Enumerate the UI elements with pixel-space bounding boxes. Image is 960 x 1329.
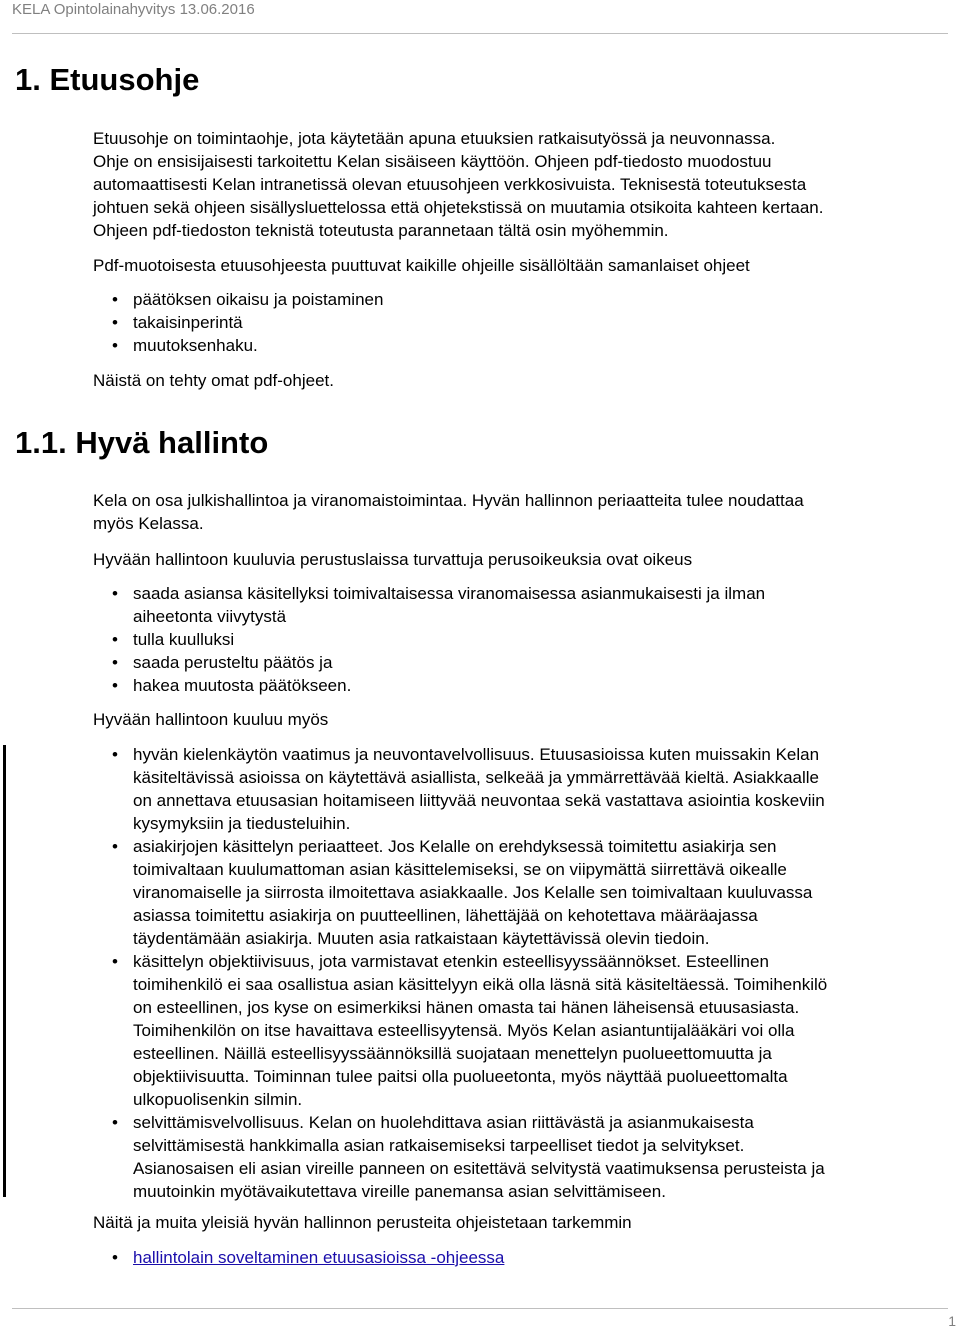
list-item-text: on annettava etuusasian hoitamiseen liittyvää neuvontaa sekä vastattava asiointia koskeviin bbox=[133, 791, 825, 810]
text-line: Kela on osa julkishallintoa ja viranomaistoimintaa. Hyvän hallinnon periaatteita tulee noudattaa bbox=[93, 491, 804, 510]
list-item-text: viranomaiselle ja siirrosta ilmoitettava asiakkaalle. Jos Kelalle sen toimivaltaan kuuluvassa bbox=[133, 883, 813, 902]
list-item-text: käsittelyn objektiivisuus, jota varmistavat etenkin esteellisyyssäännökset. Esteellinen bbox=[133, 952, 769, 971]
list-item-text: selvittämisvelvollisuus. Kelan on huolehdittava asian riittävästä ja asianmukaisesta bbox=[133, 1113, 754, 1132]
list-item-text: objektiivisuutta. Toiminnan tulee paitsi olla puolueetonta, myös näyttää puolueettomalta bbox=[133, 1067, 788, 1086]
list-item-text: Asianosaisen eli asian vireille panneen on esitettävä selvitystä vaatimuksensa perusteista ja bbox=[133, 1159, 825, 1178]
list-item-text: tulla kuulluksi bbox=[133, 630, 235, 649]
footer-divider bbox=[12, 1308, 948, 1309]
bullet-icon: • bbox=[112, 676, 118, 695]
bullet-icon: • bbox=[112, 313, 118, 332]
list-item-text: ulkopuolisenkin silmin. bbox=[133, 1090, 303, 1109]
bullet-icon: • bbox=[112, 952, 118, 971]
also-includes-list bbox=[93, 743, 951, 1203]
text-line: myös Kelassa. bbox=[93, 514, 204, 533]
running-header: KELA Opintolainahyvitys 13.06.2016 bbox=[12, 1, 255, 18]
text-line: Näitä ja muita yleisiä hyvän hallinnon perusteita ohjeistetaan tarkemmin bbox=[93, 1213, 632, 1232]
list-item bbox=[93, 628, 951, 651]
list-item bbox=[93, 835, 951, 950]
text-line: Hyvään hallintoon kuuluu myös bbox=[93, 710, 329, 729]
missing-guides-outro bbox=[93, 369, 953, 392]
bullet-icon: • bbox=[112, 837, 118, 856]
bullet-icon: • bbox=[112, 336, 118, 355]
section-heading-etuusohje: 1. Etuusohje bbox=[15, 62, 200, 97]
list-item-text: päätöksen oikaisu ja poistaminen bbox=[133, 290, 384, 309]
list-item-text: hakea muutosta päätökseen. bbox=[133, 676, 352, 695]
list-item bbox=[93, 1111, 951, 1203]
bullet-icon: • bbox=[112, 290, 118, 309]
list-item-text: muutoinkin myötävaikutettava vireille panemansa asian selvittämiseen. bbox=[133, 1182, 666, 1201]
rights-intro bbox=[93, 548, 953, 571]
list-item-text: täydentämään asiakirja. Muuten asia ratkaistaan käytettävissä olevin tiedoin. bbox=[133, 929, 710, 948]
text-line: johtuen sekä ohjeen sisällysluettelossa että ohjetekstissä on muutamia otsikoita kahteen kertaan. bbox=[93, 198, 824, 217]
bullet-icon: • bbox=[112, 653, 118, 672]
further-guidance-list bbox=[93, 1246, 951, 1269]
further-guidance-intro bbox=[93, 1211, 953, 1234]
text-line: Hyvään hallintoon kuuluvia perustuslaissa turvattuja perusoikeuksia ovat oikeus bbox=[93, 550, 693, 569]
list-item-text: selvittämisestä hankkimalla asian ratkaisemiseksi tarpeelliset tiedot ja selvitykset. bbox=[133, 1136, 745, 1155]
list-item-text: esteellinen. Näillä esteellisyyssäännöksillä suojataan menettelyn puolueettomuutta ja bbox=[133, 1044, 772, 1063]
list-item-text: toimihenkilö ei saa osallistua asian käsittelyyn eikä olla läsnä sitä käsiteltäessä. Toimihenkilö bbox=[133, 975, 828, 994]
bullet-icon: • bbox=[112, 1113, 118, 1132]
list-item bbox=[93, 950, 951, 1111]
list-item-text: saada asiansa käsitellyksi toimivaltaisessa viranomaisessa asianmukaisesti ja ilman bbox=[133, 584, 766, 603]
list-item-text: hyvän kielenkäytön vaatimus ja neuvontavelvollisuus. Etuusasioissa kuten muissakin Kelan bbox=[133, 745, 820, 764]
text-line: Näistä on tehty omat pdf-ohjeet. bbox=[93, 371, 334, 390]
page-number: 1 bbox=[948, 1313, 956, 1329]
list-item bbox=[93, 1246, 951, 1269]
bullet-icon: • bbox=[112, 630, 118, 649]
list-item-text: toimivaltaan kuulumattoman asian käsittelemiseksi, se on viipymättä siirrettävä oikealle bbox=[133, 860, 787, 879]
bullet-icon: • bbox=[112, 745, 118, 764]
hallintolaki-guide-link[interactable]: hallintolain soveltaminen etuusasioissa -ohjeessa bbox=[133, 1248, 505, 1267]
list-item-text: aiheetonta viivytystä bbox=[133, 607, 287, 626]
list-item-text: saada perusteltu päätös ja bbox=[133, 653, 333, 672]
list-item bbox=[93, 674, 951, 697]
rights-list bbox=[93, 582, 951, 697]
also-includes-intro bbox=[93, 708, 953, 731]
list-item bbox=[93, 582, 951, 628]
good-governance-intro bbox=[93, 489, 953, 535]
list-item bbox=[93, 651, 951, 674]
bullet-icon: • bbox=[112, 1248, 118, 1267]
text-line: Etuusohje on toimintaohje, jota käytetään apuna etuuksien ratkaisutyössä ja neuvonnassa. bbox=[93, 129, 776, 148]
bullet-icon: • bbox=[112, 584, 118, 603]
list-item-text: käsiteltävissä asioissa on käytettävä asiallista, selkeää ja ymmärrettävää kieltä. Asiakkaalle bbox=[133, 768, 819, 787]
text-line: Ohje on ensisijaisesti tarkoitettu Kelan sisäiseen käyttöön. Ohjeen pdf-tiedosto muodostuu bbox=[93, 152, 772, 171]
list-item-text: takaisinperintä bbox=[133, 313, 243, 332]
missing-guides-paragraph bbox=[93, 254, 953, 277]
list-item bbox=[93, 743, 951, 835]
list-item-text: Toimihenkilön on itse havaittava esteellisyytensä. Myös Kelan asiantuntijalääkäri voi olla bbox=[133, 1021, 795, 1040]
list-item-text: asiassa toimitettu asiakirja on puutteellinen, lähettäjää on kehotettava määräajassa bbox=[133, 906, 758, 925]
section-heading-hyva-hallinto: 1.1. Hyvä hallinto bbox=[15, 425, 269, 460]
text-line: automaattisesti Kelan intranetissä olevan etuusohjeen verkkosivuista. Teknisestä toteutuksesta bbox=[93, 175, 807, 194]
header-divider bbox=[12, 33, 948, 34]
missing-guides-list bbox=[93, 288, 951, 357]
list-item bbox=[93, 288, 951, 311]
list-item-text: asiakirjojen käsittelyn periaatteet. Jos Kelalle on erehdyksessä toimitettu asiakirja sen bbox=[133, 837, 777, 856]
list-item-text: kysymyksiin ja tiedusteluihin. bbox=[133, 814, 351, 833]
intro-paragraph bbox=[93, 127, 953, 242]
text-line: Ohjeen pdf-tiedoston teknistä toteutusta parannetaan tältä osin myöhemmin. bbox=[93, 221, 669, 240]
change-bar bbox=[3, 745, 6, 1197]
list-item-text: on esteellinen, jos kyse on esimerkiksi hänen omasta tai hänen läheisensä etuusasiasta. bbox=[133, 998, 800, 1017]
list-item bbox=[93, 334, 951, 357]
list-item-text: muutoksenhaku. bbox=[133, 336, 258, 355]
text-line: Pdf-muotoisesta etuusohjeesta puuttuvat kaikille ohjeille sisällöltään samanlaiset ohjeet bbox=[93, 256, 750, 275]
list-item bbox=[93, 311, 951, 334]
